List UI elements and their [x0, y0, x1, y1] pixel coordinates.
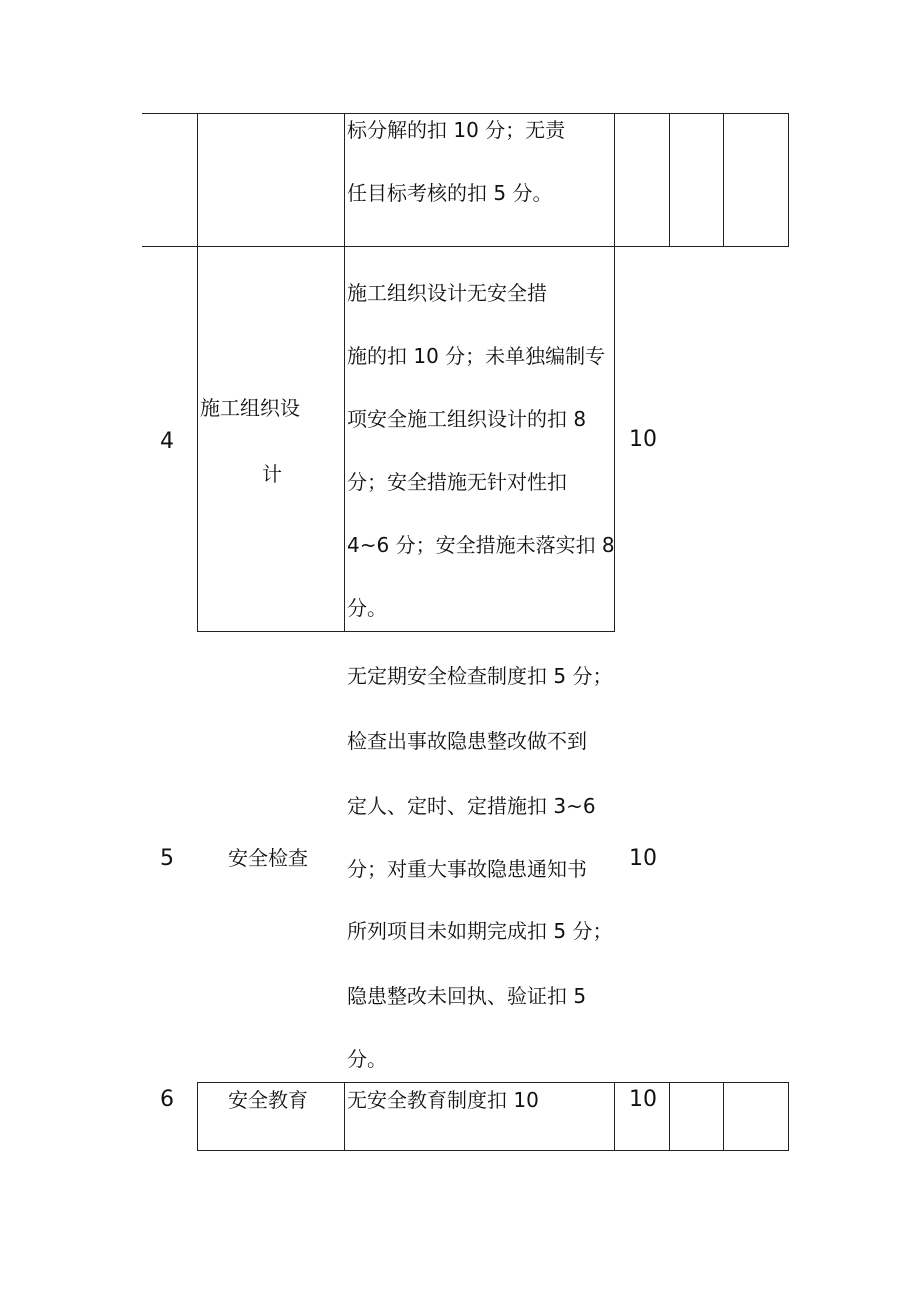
criteria-line: 分；对重大事故隐患通知书: [347, 857, 587, 881]
criteria-line: 4~6 分；安全措施未落实扣 8: [347, 533, 615, 557]
table-line: [669, 1082, 670, 1151]
table-line: [344, 1082, 345, 1151]
criteria-line: 无安全教育制度扣 10: [347, 1088, 539, 1112]
table-line: [723, 113, 724, 247]
table-line: [614, 1082, 615, 1151]
table-line: [197, 631, 615, 632]
row-number: 5: [160, 846, 174, 871]
table-line: [723, 1082, 724, 1151]
criteria-line: 分。: [347, 596, 387, 620]
criteria-line: 施工组织设计无安全措: [347, 281, 547, 305]
table-line: [142, 246, 789, 247]
criteria-line: 分；安全措施无针对性扣: [347, 470, 567, 494]
item-name: 施工组织设: [200, 396, 300, 420]
criteria-line: 所列项目未如期完成扣 5 分；: [347, 919, 613, 943]
table-line: [197, 1082, 789, 1083]
item-name: 安全检查: [228, 846, 308, 870]
criteria-line: 隐患整改未回执、验证扣 5: [347, 984, 587, 1008]
row-number: 4: [160, 429, 174, 454]
criteria-line: 标分解的扣 10 分；无责: [347, 118, 566, 142]
criteria-line: 无定期安全检查制度扣 5 分；: [347, 664, 613, 688]
table-line: [788, 1082, 789, 1151]
score: 10: [629, 427, 657, 452]
criteria-line: 任目标考核的扣 5 分。: [347, 181, 553, 205]
criteria-line: 检查出事故隐患整改做不到: [347, 729, 587, 753]
criteria-line: 施的扣 10 分；未单独编制专: [347, 344, 606, 368]
item-name: 计: [262, 462, 282, 486]
table-line: [197, 1082, 198, 1151]
criteria-line: 定人、定时、定措施扣 3~6: [347, 794, 596, 818]
table-line: [197, 113, 198, 632]
criteria-line: 分。: [347, 1047, 387, 1071]
score: 10: [629, 846, 657, 871]
item-name: 安全教育: [228, 1088, 308, 1112]
table-line: [197, 1150, 789, 1151]
table-line: [344, 113, 345, 632]
table-line: [788, 113, 789, 247]
table-line: [669, 113, 670, 247]
score: 10: [629, 1087, 657, 1112]
row-number: 6: [160, 1087, 174, 1112]
table-line: [142, 113, 789, 114]
criteria-line: 项安全施工组织设计的扣 8: [347, 407, 587, 431]
